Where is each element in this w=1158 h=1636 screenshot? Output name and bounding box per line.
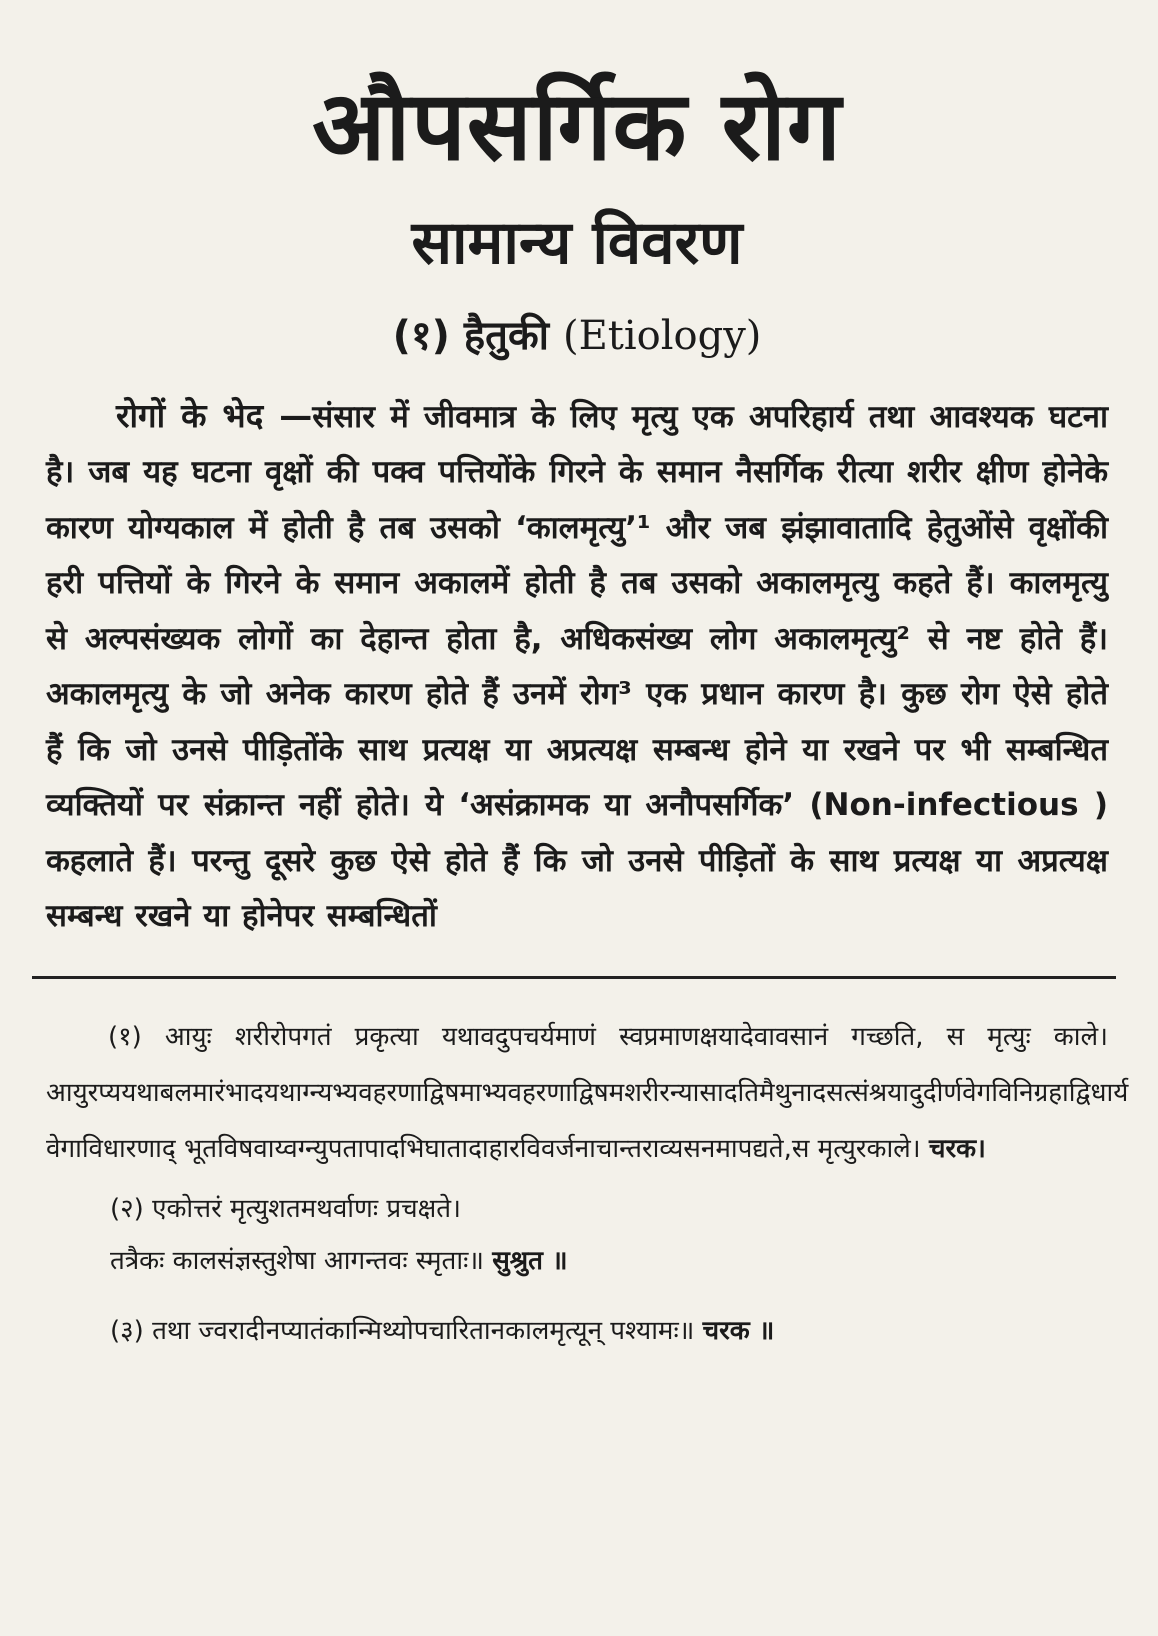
footnote-1-text: (१) आयुः शरीरोपगतं प्रकृत्या यथावदुपचर्यमाणं स्वप्रमाणक्षयादेवावसानं गच्छति, स मृत्युः काले। आयुरप्ययथाबलमारंभादयथाग्न्यभ्यवहरणाद्विषमाभ्यवहरणाद्विषमशरीरन्यासादतिमैथुनादसत्संश्रयादुदीर्णवेगविनिग्रहाद्विधार्य वेगाविधारणाद् भूतविषवाय्वग्न्युपतापादभिघातादाहारविवर्जनाचान्तराव्यसनमापद्यते,स मृत्युरकाले। <box>46 1021 1129 1164</box>
footnote-3 <box>46 1303 1108 1359</box>
footnote-divider <box>32 976 1116 979</box>
footnote-1 <box>46 1009 1129 1177</box>
footnotes <box>46 1009 1129 1359</box>
section-heading <box>46 312 1108 360</box>
section-title-english: (Etiology) <box>562 312 762 359</box>
footnote-2-line-2 <box>110 1235 1108 1287</box>
footnote-3-source: चरक ॥ <box>702 1315 775 1346</box>
page-title: औपसर्गिक रोग <box>312 70 842 182</box>
section-title-hindi: हैतुकी <box>463 312 550 359</box>
footnote-2-source: सुश्रुत ॥ <box>492 1245 568 1276</box>
footnote-2-line-1: (२) एकोत्तरं मृत्युशतमथर्वाणः प्रचक्षते। <box>110 1193 461 1224</box>
section-number: (१) <box>392 312 450 359</box>
footnote-2-line-2-text: तत्रैकः कालसंज्ञस्तुशेषा आगन्तवः स्मृताः॥ <box>110 1245 484 1276</box>
page-subtitle: सामान्य विवरण <box>411 207 743 278</box>
footnote-1-source: चरक। <box>928 1133 986 1164</box>
paragraph-lead: रोगों के भेद — <box>116 395 313 435</box>
footnote-3-text: (३) तथा ज्वरादीनप्यातंकान्मिथ्योपचारितानकालमृत्यून् पश्यामः॥ <box>110 1315 695 1346</box>
paragraph-text: संसार में जीवमात्र के लिए मृत्यु एक अपरिहार्य तथा आवश्यक घटना है। जब यह घटना वृक्षों की पक्व पत्तियोंके गिरने के समान नैसर्गिक रीत्या शरीर क्षीण होनेके कारण योग्यकाल में होती है तब उसको ‘कालमृत्यु’¹ और जब झंझावातादि हेतुओंसे वृक्षोंकी हरी पत्तियों के गिरने के समान अकालमें होती है तब उसको अकालमृत्यु कहते हैं। कालमृत्यु से अल्पसंख्यक लोगों का देहान्त होता है, अधिकसंख्य लोग अकालमृत्यु² से नष्ट होते हैं। अकालमृत्यु के जो अनेक कारण होते हैं उनमें रोग³ एक प्रधान कारण है। कुछ रोग ऐसे होते हैं कि जो उनसे पीड़ितोंके साथ प्रत्यक्ष या अप्रत्यक्ष सम्बन्ध होने या रखने पर भी सम्बन्धित व्यक्तियों पर संक्रान्त नहीं होते। ये ‘असंक्रामक या अनौपसर्गिक’ (Non-infectious ) कहलाते हैं। परन्तु दूसरे कुछ ऐसे होते हैं कि जो उनसे पीड़ितों के साथ प्रत्यक्ष या अप्रत्यक्ष सम्बन्ध रखने या होनेपर सम्बन्धितों <box>46 398 1108 935</box>
body-paragraph <box>46 388 1108 945</box>
footnote-2 <box>46 1183 1108 1287</box>
